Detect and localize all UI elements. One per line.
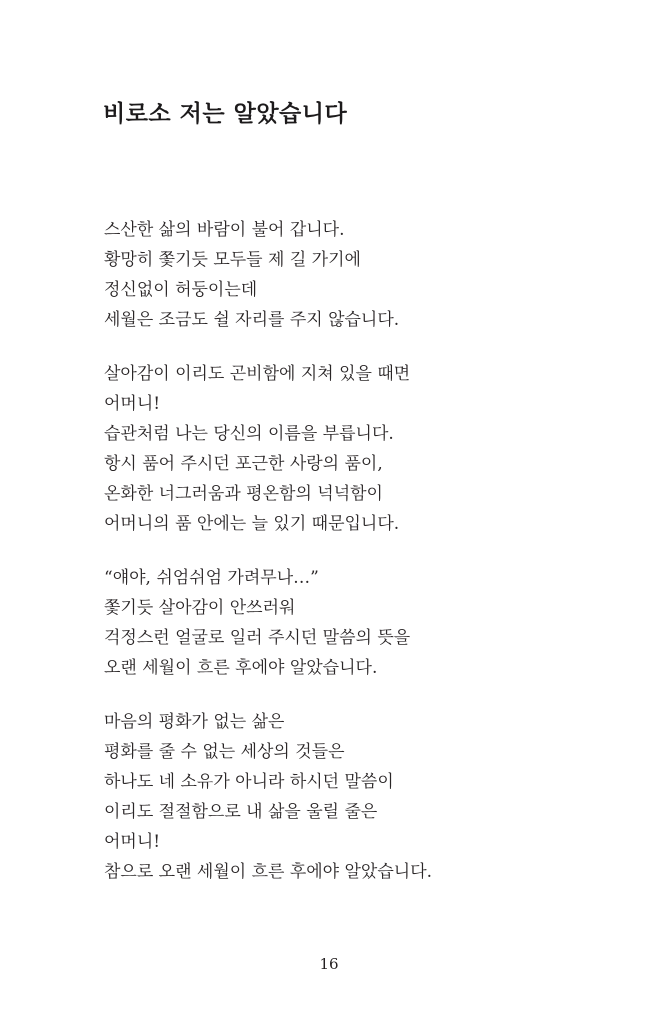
poem-line: 세월은 조금도 쉴 자리를 주지 않습니다. xyxy=(104,310,400,330)
poem-line: 정신없이 허둥이는데 xyxy=(104,280,258,300)
stanza-4 xyxy=(104,707,604,887)
poem-line: 이리도 절절함으로 내 삶을 울릴 줄은 xyxy=(104,802,378,822)
poem-line: 어머니! xyxy=(104,394,161,414)
stanza-2 xyxy=(104,359,604,539)
poem-line: “얘야, 쉬엄쉬엄 가려무나…” xyxy=(104,568,319,588)
poem-line: 습관처럼 나는 당신의 이름을 부릅니다. xyxy=(104,424,394,444)
page-number: 16 xyxy=(319,955,339,973)
poem-line: 항시 품어 주시던 포근한 사랑의 품이, xyxy=(104,454,383,474)
poem-line: 어머니! xyxy=(104,832,161,852)
poem-line: 걱정스런 얼굴로 일러 주시던 말씀의 뜻을 xyxy=(104,628,411,648)
poem-line: 살아감이 이리도 곤비함에 지쳐 있을 때면 xyxy=(104,364,411,384)
poem-body xyxy=(104,215,604,911)
poem-line: 쫓기듯 살아감이 안쓰러워 xyxy=(104,598,296,618)
poem-line: 오랜 세월이 흐른 후에야 알았습니다. xyxy=(104,658,378,678)
poem-line: 참으로 오랜 세월이 흐른 후에야 알았습니다. xyxy=(104,862,433,882)
stanza-1 xyxy=(104,215,604,335)
poem-line: 스산한 삶의 바람이 불어 갑니다. xyxy=(104,220,345,240)
poem-line: 어머니의 품 안에는 늘 있기 때문입니다. xyxy=(104,514,400,534)
poem-line: 하나도 네 소유가 아니라 하시던 말씀이 xyxy=(104,772,394,792)
poem-line: 온화한 너그러움과 평온함의 넉넉함이 xyxy=(104,484,383,504)
poem-line: 마음의 평화가 없는 삶은 xyxy=(104,712,285,732)
poem-line: 평화를 줄 수 없는 세상의 것들은 xyxy=(104,742,345,762)
poem-title: 비로소 저는 알았습니다 xyxy=(103,101,348,127)
poem-line: 황망히 쫓기듯 모두들 제 길 가기에 xyxy=(104,250,361,270)
stanza-3 xyxy=(104,563,604,683)
